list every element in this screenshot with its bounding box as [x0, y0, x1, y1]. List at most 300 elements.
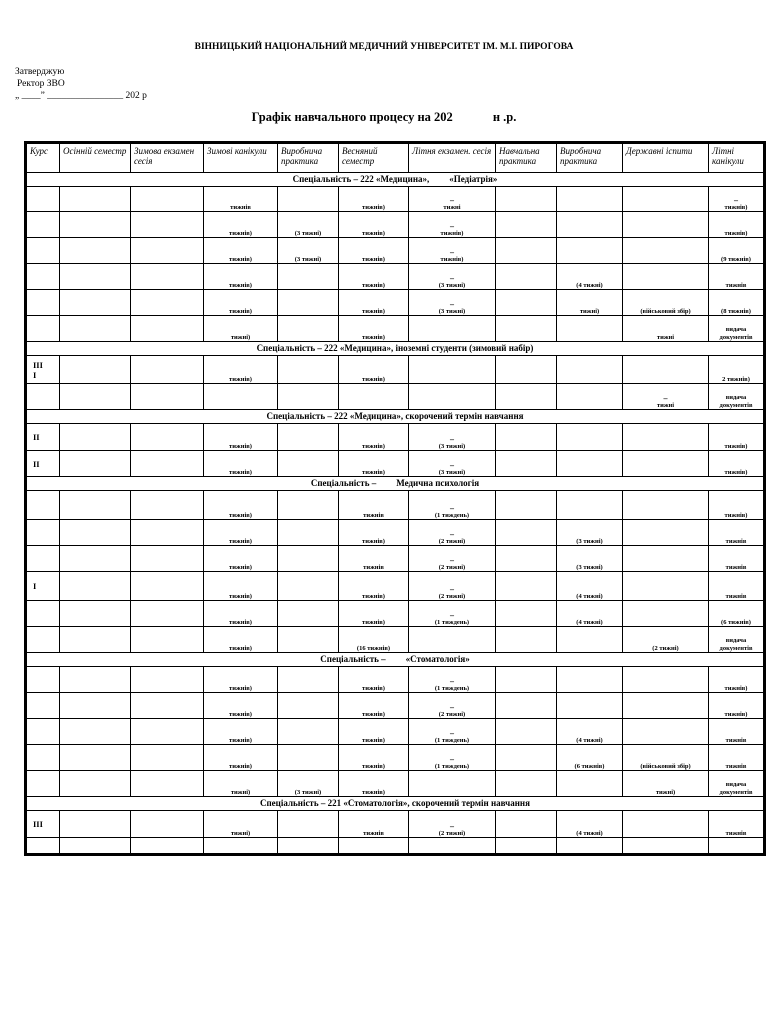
table-cell — [409, 384, 496, 410]
table-row — [26, 491, 765, 520]
table-cell — [623, 451, 709, 477]
specialty-subtext: «Педіатрія» — [449, 174, 498, 184]
table-cell: (4 тижні) — [557, 719, 623, 745]
table-row — [26, 719, 765, 745]
table-cell — [60, 693, 131, 719]
column-header: Літня екзамен. сесія — [409, 143, 496, 173]
table-cell: тижнів) — [204, 667, 278, 693]
table-cell: тижнів) — [339, 719, 409, 745]
table-cell: тижнів) — [709, 212, 765, 238]
table-cell: – (2 тижні) — [409, 693, 496, 719]
table-cell — [60, 719, 131, 745]
table-cell: тижнів — [709, 811, 765, 838]
table-cell: – (1 тиждень) — [409, 667, 496, 693]
course-cell — [26, 601, 60, 627]
table-cell: тижнів) — [204, 238, 278, 264]
table-cell — [131, 667, 204, 693]
table-cell: – (2 тижні) — [409, 520, 496, 546]
table-cell: тижнів — [339, 546, 409, 572]
table-cell — [709, 838, 765, 855]
table-cell: – (2 тижні) — [409, 811, 496, 838]
table-cell — [278, 627, 339, 653]
table-cell — [131, 491, 204, 520]
table-cell — [409, 838, 496, 855]
table-cell — [60, 838, 131, 855]
table-row — [26, 384, 765, 410]
table-cell — [496, 187, 557, 212]
table-cell: – тижні — [623, 384, 709, 410]
rector-label: Ректор ЗВО — [17, 79, 65, 89]
table-cell — [278, 811, 339, 838]
table-cell — [557, 627, 623, 653]
table-cell: (3 тижні) — [557, 546, 623, 572]
table-cell — [60, 316, 131, 342]
table-row — [26, 520, 765, 546]
table-row — [26, 693, 765, 719]
table-row — [26, 356, 765, 384]
table-cell — [557, 451, 623, 477]
table-cell — [557, 771, 623, 797]
table-cell: – (3 тижні) — [409, 290, 496, 316]
table-cell — [496, 384, 557, 410]
table-cell — [623, 520, 709, 546]
specialty-text: Спеціальність – 222 «Медицина», — [292, 174, 430, 184]
table-cell — [60, 811, 131, 838]
specialty-text: Спеціальність – 222 «Медицина», іноземні студенти (зимовий набір) — [256, 343, 534, 353]
table-row — [26, 771, 765, 797]
table-cell — [131, 316, 204, 342]
table-cell: (3 тижні) — [278, 238, 339, 264]
table-cell: тижнів) — [204, 290, 278, 316]
table-cell — [204, 838, 278, 855]
specialty-heading — [26, 477, 765, 491]
table-cell — [496, 290, 557, 316]
table-cell: тижнів) — [339, 238, 409, 264]
table-cell — [496, 811, 557, 838]
table-cell — [278, 384, 339, 410]
course-cell — [26, 771, 60, 797]
course-cell — [26, 546, 60, 572]
table-row — [26, 316, 765, 342]
course-cell — [26, 719, 60, 745]
table-cell: тижнів) — [709, 451, 765, 477]
table-cell — [131, 811, 204, 838]
table-cell — [496, 771, 557, 797]
table-row — [26, 238, 765, 264]
table-row — [26, 838, 765, 855]
column-header: Державні іспити — [623, 143, 709, 173]
table-cell — [496, 719, 557, 745]
table-row — [26, 667, 765, 693]
table-cell — [496, 838, 557, 855]
table-cell: 2 тижнів) — [709, 356, 765, 384]
table-cell — [60, 491, 131, 520]
table-cell — [496, 238, 557, 264]
table-cell — [60, 264, 131, 290]
table-cell: тижнів) — [204, 572, 278, 601]
table-cell: – (3 тижні) — [409, 451, 496, 477]
table-cell — [60, 212, 131, 238]
table-cell: видача документів — [709, 316, 765, 342]
table-cell: тижнів) — [339, 451, 409, 477]
table-cell — [278, 693, 339, 719]
table-cell — [131, 838, 204, 855]
table-cell — [409, 356, 496, 384]
column-header: Курс — [26, 143, 60, 173]
table-cell: (8 тижнів) — [709, 290, 765, 316]
table-cell: тижні) — [623, 771, 709, 797]
table-cell: тижнів) — [339, 667, 409, 693]
table-cell: (16 тижнів) — [339, 627, 409, 653]
table-cell — [623, 838, 709, 855]
table-cell — [131, 238, 204, 264]
table-cell — [339, 838, 409, 855]
specialty-row — [26, 410, 765, 424]
table-cell: тижнів) — [339, 520, 409, 546]
table-cell — [557, 384, 623, 410]
table-cell — [557, 212, 623, 238]
table-row — [26, 264, 765, 290]
table-cell: тижнів) — [339, 290, 409, 316]
table-cell: – (2 тижні) — [409, 546, 496, 572]
specialty-heading — [26, 173, 765, 187]
table-cell — [496, 546, 557, 572]
table-cell — [60, 424, 131, 451]
course-cell — [26, 238, 60, 264]
table-cell — [60, 451, 131, 477]
table-cell — [409, 627, 496, 653]
table-cell: (4 тижні) — [557, 264, 623, 290]
university-name: ВІННИЦЬКИЙ НАЦІОНАЛЬНИЙ МЕДИЧНИЙ УНІВЕРСИТЕТ ІМ. М.І. ПИРОГОВА — [194, 42, 574, 52]
table-cell: тижнів) — [204, 719, 278, 745]
table-cell: тижнів) — [339, 316, 409, 342]
table-cell — [623, 693, 709, 719]
table-cell — [60, 187, 131, 212]
table-cell: тижнів — [709, 264, 765, 290]
table-cell: – (1 тиждень) — [409, 491, 496, 520]
table-cell — [623, 667, 709, 693]
table-cell — [278, 491, 339, 520]
column-header: Весняний семестр — [339, 143, 409, 173]
table-cell — [131, 546, 204, 572]
table-row — [26, 187, 765, 212]
schedule-table — [24, 141, 766, 856]
table-cell: тижнів) — [339, 601, 409, 627]
course-cell — [26, 693, 60, 719]
column-header: Виробнича практика — [278, 143, 339, 173]
table-cell — [278, 520, 339, 546]
table-row — [26, 212, 765, 238]
table-cell: – (1 тиждень) — [409, 719, 496, 745]
table-row — [26, 451, 765, 477]
table-cell — [60, 627, 131, 653]
table-cell: (3 тижні) — [557, 520, 623, 546]
specialty-row — [26, 342, 765, 356]
table-cell — [496, 667, 557, 693]
column-header: Зимова екзамен сесія — [131, 143, 204, 173]
table-cell — [623, 212, 709, 238]
table-cell: тижнів) — [204, 693, 278, 719]
table-cell: тижнів) — [204, 264, 278, 290]
table-cell: (2 тижні) — [623, 627, 709, 653]
table-cell: (4 тижні) — [557, 572, 623, 601]
table-cell: тижнів) — [204, 356, 278, 384]
course-cell — [26, 491, 60, 520]
approval-date-line: „ ____” ________________ 202 р — [15, 91, 147, 101]
table-cell — [60, 771, 131, 797]
table-cell: тижнів — [709, 572, 765, 601]
title-left: Графік навчального процесу на 202 — [251, 110, 453, 124]
table-cell: тижнів) — [339, 771, 409, 797]
table-cell — [496, 264, 557, 290]
table-cell: тижнів) — [709, 491, 765, 520]
specialty-text: Спеціальність – — [310, 478, 377, 488]
table-cell: видача документів — [709, 384, 765, 410]
table-cell — [557, 838, 623, 855]
table-cell — [278, 264, 339, 290]
column-header: Навчальна практика — [496, 143, 557, 173]
table-cell: тижнів) — [204, 212, 278, 238]
specialty-row — [26, 173, 765, 187]
course-cell — [26, 290, 60, 316]
table-cell: видача документів — [709, 771, 765, 797]
table-cell — [131, 384, 204, 410]
table-cell — [278, 667, 339, 693]
table-cell — [60, 520, 131, 546]
table-cell: тижнів — [339, 811, 409, 838]
table-cell: – тижнів) — [709, 187, 765, 212]
specialty-text: Спеціальність – 222 «Медицина», скорочений термін навчання — [266, 411, 524, 421]
table-cell — [204, 384, 278, 410]
table-cell — [131, 424, 204, 451]
specialty-text: Спеціальність – — [320, 654, 386, 664]
specialty-row — [26, 477, 765, 491]
table-cell: тижнів — [709, 719, 765, 745]
table-cell: (військовий збір) — [623, 290, 709, 316]
column-header: Літні канікули — [709, 143, 765, 173]
table-cell: тижнів) — [339, 187, 409, 212]
table-cell: тижнів) — [204, 546, 278, 572]
table-cell — [278, 719, 339, 745]
table-cell: (військовий збір) — [623, 745, 709, 771]
table-cell — [496, 424, 557, 451]
column-header: Виробнича практика — [557, 143, 623, 173]
table-cell — [496, 745, 557, 771]
table-cell: – (3 тижні) — [409, 264, 496, 290]
header-row — [26, 143, 765, 173]
table-cell — [60, 356, 131, 384]
course-cell — [26, 384, 60, 410]
table-cell — [623, 238, 709, 264]
table-cell: (4 тижні) — [557, 601, 623, 627]
table-cell: (9 тижнів) — [709, 238, 765, 264]
table-cell: тижнів) — [339, 745, 409, 771]
table-cell — [131, 356, 204, 384]
course-cell: ІІ — [26, 451, 60, 477]
specialty-text: Спеціальність – 221 «Стоматологія», скорочений термін навчання — [260, 798, 530, 808]
table-cell — [131, 719, 204, 745]
table-cell — [60, 601, 131, 627]
table-cell — [131, 627, 204, 653]
table-cell — [557, 316, 623, 342]
table-cell — [278, 451, 339, 477]
table-cell — [623, 424, 709, 451]
table-cell — [623, 601, 709, 627]
specialty-heading — [26, 653, 765, 667]
table-cell — [278, 838, 339, 855]
specialty-row — [26, 797, 765, 811]
table-cell: (3 тижні) — [278, 771, 339, 797]
table-cell: – тижнів) — [409, 212, 496, 238]
table-cell: тижнів) — [339, 356, 409, 384]
approval-block — [15, 66, 147, 102]
table-cell — [557, 693, 623, 719]
table-cell: тижнів) — [339, 264, 409, 290]
table-cell: – (3 тижні) — [409, 424, 496, 451]
table-cell — [131, 601, 204, 627]
table-cell: – тижні — [409, 187, 496, 212]
course-cell: ІІІ І — [26, 356, 60, 384]
table-cell: тижнів — [709, 520, 765, 546]
table-cell: тижнів) — [339, 424, 409, 451]
course-cell: ІІІ — [26, 811, 60, 838]
table-cell: (4 тижні) — [557, 811, 623, 838]
table-cell: – (1 тиждень) — [409, 745, 496, 771]
column-header: Осінній семестр — [60, 143, 131, 173]
table-cell — [131, 451, 204, 477]
table-cell — [131, 212, 204, 238]
table-cell: тижнів) — [204, 491, 278, 520]
table-cell — [496, 451, 557, 477]
table-cell — [496, 601, 557, 627]
table-cell — [131, 264, 204, 290]
table-cell — [60, 546, 131, 572]
table-cell — [557, 238, 623, 264]
course-cell: ІІ — [26, 424, 60, 451]
table-cell — [60, 667, 131, 693]
course-cell — [26, 520, 60, 546]
table-row — [26, 601, 765, 627]
table-row — [26, 424, 765, 451]
table-cell — [339, 384, 409, 410]
table-cell: тижнів) — [339, 212, 409, 238]
table-cell — [60, 572, 131, 601]
course-cell — [26, 667, 60, 693]
table-cell — [623, 264, 709, 290]
course-cell — [26, 264, 60, 290]
specialty-subtext: «Стоматологія» — [405, 654, 470, 664]
table-cell — [278, 187, 339, 212]
table-cell — [557, 187, 623, 212]
table-cell — [131, 693, 204, 719]
table-cell: тижнів) — [709, 667, 765, 693]
table-cell: тижнів) — [709, 693, 765, 719]
specialty-heading — [26, 410, 765, 424]
table-cell: тижнів) — [709, 424, 765, 451]
table-cell: тижнів) — [339, 572, 409, 601]
table-cell — [623, 719, 709, 745]
table-cell — [623, 546, 709, 572]
table-row — [26, 811, 765, 838]
column-header: Зимові канікули — [204, 143, 278, 173]
table-cell — [131, 290, 204, 316]
table-cell: – тижнів) — [409, 238, 496, 264]
table-cell — [60, 290, 131, 316]
table-cell: тижні) — [204, 316, 278, 342]
table-cell: тижнів) — [204, 451, 278, 477]
table-cell: тижнів — [204, 187, 278, 212]
table-cell — [409, 771, 496, 797]
table-cell — [409, 316, 496, 342]
table-cell — [496, 316, 557, 342]
table-cell — [278, 572, 339, 601]
table-cell — [496, 212, 557, 238]
table-cell — [278, 601, 339, 627]
specialty-heading — [26, 797, 765, 811]
course-cell — [26, 187, 60, 212]
table-cell: (6 тижнів) — [709, 601, 765, 627]
table-cell — [496, 627, 557, 653]
table-cell — [496, 520, 557, 546]
table-row — [26, 627, 765, 653]
table-row — [26, 290, 765, 316]
table-cell — [623, 187, 709, 212]
table-cell: – (2 тижні) — [409, 572, 496, 601]
table-cell: тижнів) — [204, 627, 278, 653]
title-right: н .р. — [492, 110, 517, 124]
table-cell — [131, 520, 204, 546]
table-cell — [496, 693, 557, 719]
table-cell — [131, 572, 204, 601]
table-cell — [557, 356, 623, 384]
table-cell — [623, 491, 709, 520]
course-cell — [26, 745, 60, 771]
specialty-subtext: Медична психологія — [396, 478, 480, 488]
table-row — [26, 572, 765, 601]
table-row — [26, 546, 765, 572]
table-cell: (6 тижнів) — [557, 745, 623, 771]
table-cell — [131, 771, 204, 797]
course-cell — [26, 316, 60, 342]
table-cell: тижні) — [204, 811, 278, 838]
table-cell — [496, 572, 557, 601]
table-cell: тижні) — [557, 290, 623, 316]
approve-label: Затверджую — [15, 67, 65, 77]
table-cell — [60, 238, 131, 264]
table-cell — [623, 811, 709, 838]
specialty-heading — [26, 342, 765, 356]
table-cell: тижнів) — [204, 520, 278, 546]
table-cell — [60, 745, 131, 771]
table-cell — [623, 356, 709, 384]
table-cell — [496, 356, 557, 384]
table-cell — [278, 290, 339, 316]
table-cell: тижнів) — [204, 745, 278, 771]
table-cell: – (1 тиждень) — [409, 601, 496, 627]
course-cell — [26, 627, 60, 653]
table-cell — [131, 187, 204, 212]
page-title — [0, 110, 768, 125]
table-cell: тижні — [623, 316, 709, 342]
course-cell — [26, 212, 60, 238]
course-cell: І — [26, 572, 60, 601]
table-cell — [278, 546, 339, 572]
table-cell: тижні) — [204, 771, 278, 797]
course-cell — [26, 838, 60, 855]
table-cell — [623, 572, 709, 601]
table-cell: тижнів — [709, 546, 765, 572]
table-cell — [278, 356, 339, 384]
